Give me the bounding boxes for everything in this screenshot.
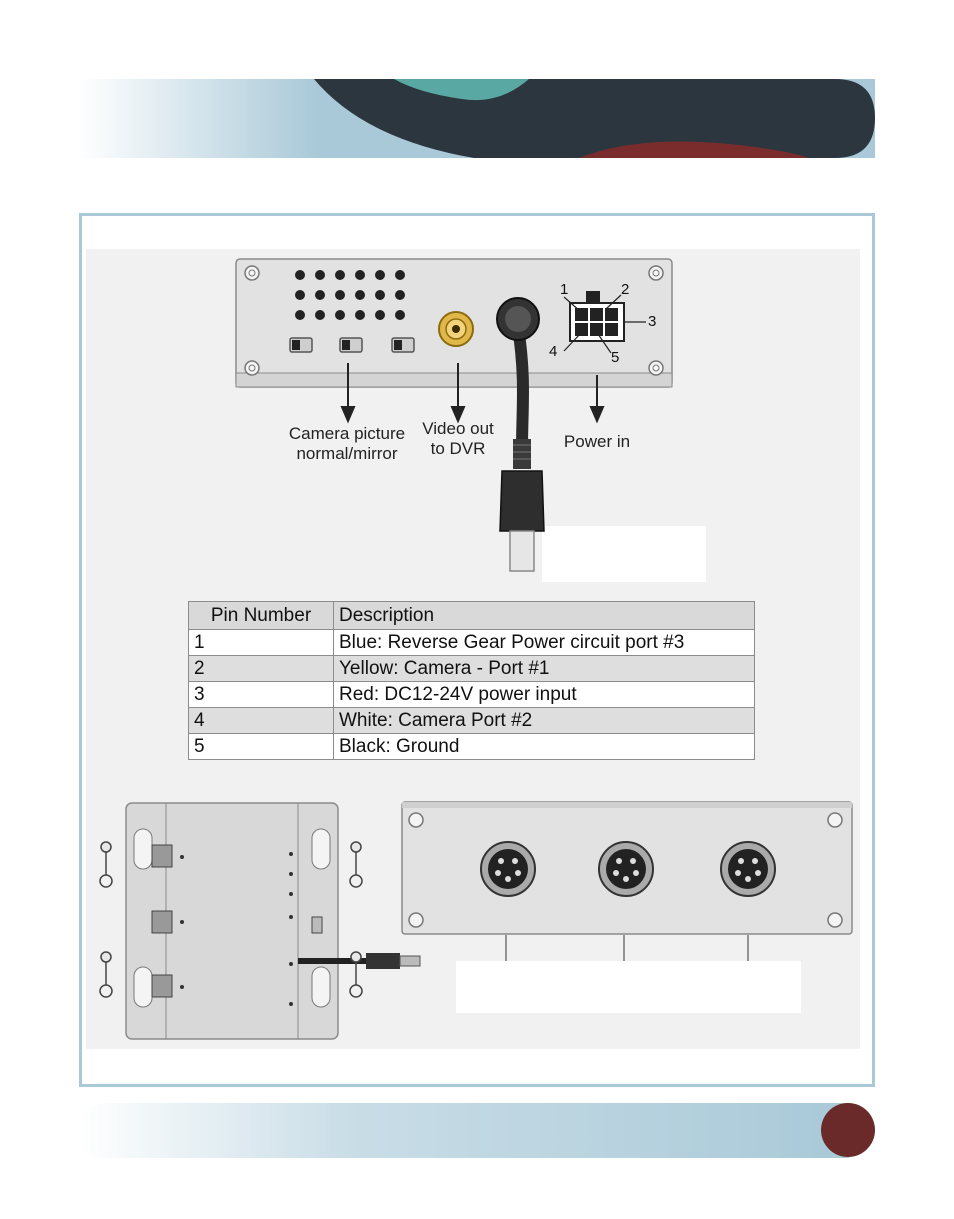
footer-banner (79, 1103, 875, 1158)
pin-label-4: 4 (549, 343, 558, 360)
camera-port-2[interactable] (599, 842, 653, 896)
table-row (189, 656, 755, 682)
pin-description-cell: White: Camera Port #2 (334, 708, 755, 734)
table-row (189, 734, 755, 760)
pin-number-cell: 1 (189, 630, 334, 656)
pin-label-5: 5 (611, 349, 620, 366)
pin-label-1: 1 (560, 281, 569, 298)
callout-video-out: Video out to DVR (422, 419, 494, 458)
footer-circle-decoration (821, 1103, 875, 1157)
column-header-pin-number: Pin Number (189, 602, 334, 630)
table-row (189, 682, 755, 708)
table-row (189, 708, 755, 734)
wiring-diagram (86, 249, 860, 1049)
callout-camera-picture: Camera picture normal/mirror (288, 424, 406, 463)
pin-label-2: 2 (621, 281, 630, 298)
content-frame (79, 213, 875, 1087)
pin-label-3: 3 (648, 313, 657, 330)
pin-description-cell: Black: Ground (334, 734, 755, 760)
rca-video-out-jack[interactable] (439, 312, 473, 346)
header-banner-graphic (79, 79, 875, 158)
table-header-row (189, 602, 755, 630)
distribution-box (126, 803, 420, 1039)
header-banner (79, 79, 875, 158)
mirror-switch-2[interactable] (340, 338, 362, 352)
pin-number-cell: 3 (189, 682, 334, 708)
pin-number-cell: 4 (189, 708, 334, 734)
mirror-switch-3[interactable] (392, 338, 414, 352)
mirror-switch-1[interactable] (290, 338, 312, 352)
pin-number-cell: 5 (189, 734, 334, 760)
pin-description-cell: Yellow: Camera - Port #1 (334, 656, 755, 682)
camera-port-1[interactable] (481, 842, 535, 896)
pin-number-cell: 2 (189, 656, 334, 682)
footer-banner-graphic (79, 1103, 875, 1158)
column-header-description: Description (334, 602, 755, 630)
table-row (189, 630, 755, 656)
camera-port-leaders (506, 935, 748, 961)
pin-description-cell: Blue: Reverse Gear Power circuit port #3 (334, 630, 755, 656)
camera-port-3[interactable] (721, 842, 775, 896)
callout-power-in: Power in (563, 432, 631, 451)
pin-description-cell: Red: DC12-24V power input (334, 682, 755, 708)
pin-description-table (188, 601, 755, 760)
